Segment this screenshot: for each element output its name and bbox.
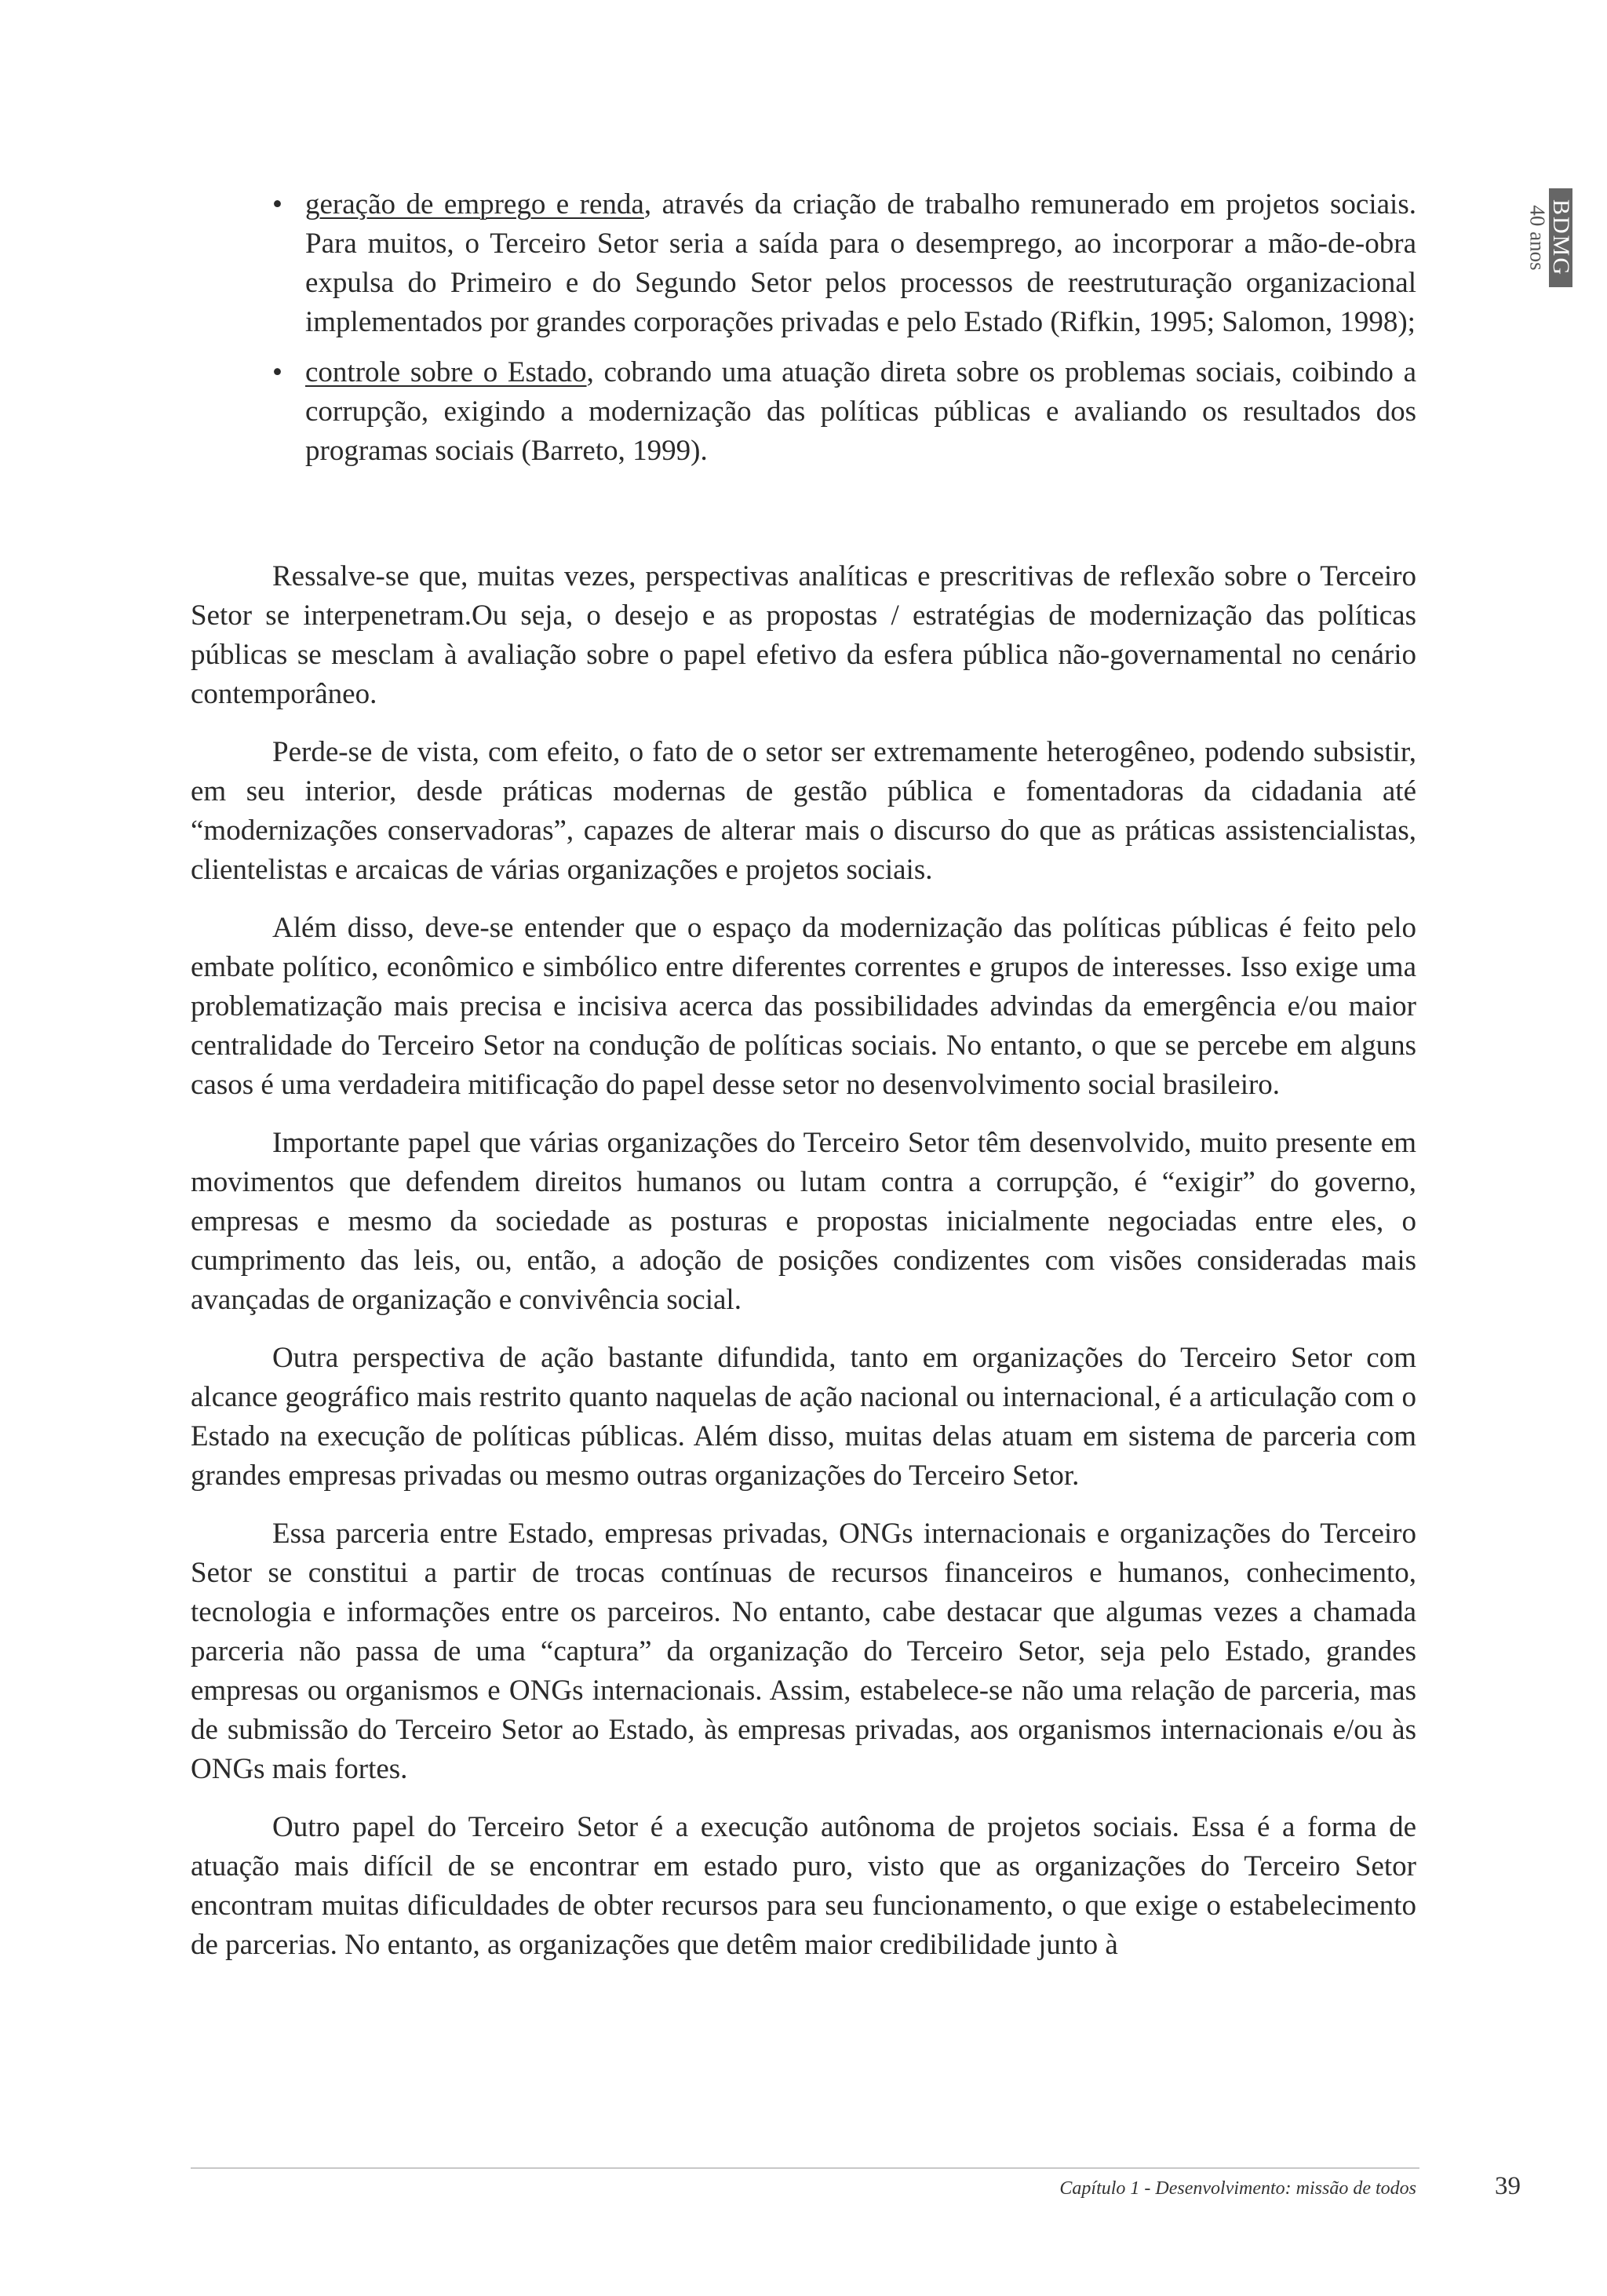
bullet-lead: geração de emprego e renda: [305, 188, 644, 220]
paragraph: Outra perspectiva de ação bastante difundida, tanto em organizações do Terceiro Setor com alcance geográfico mais restrito quanto naquelas de ação nacional ou internacional, é a articulação com o Estado na execução de políticas públicas. Além disso, muitas delas atuam em sistema de parceria com grandes empresas privadas ou mesmo outras organizações do Terceiro Setor.: [191, 1342, 1416, 1492]
bullet-item: [191, 185, 1416, 342]
side-tab-brand: BDMG: [1548, 199, 1574, 277]
bullet-text: , através da criação de trabalho remunerado em projetos sociais. Para muitos, o Terceiro Setor seria a saída para o desemprego, ao incorporar a mão-de-obra expulsa do Primeiro e do Segundo Setor pelos processos de reestruturação organizacional implementados por grandes corporações privadas e pelo Estado (Rifkin, 1995; Salomon, 1998);: [305, 188, 1416, 338]
paragraph: Outro papel do Terceiro Setor é a execução autônoma de projetos sociais. Essa é a forma de atuação mais difícil de se encontrar em estado puro, visto que as organizações do Terceiro Setor encontram muitas dificuldades de obter recursos para seu funcionamento, o que exige o estabelecimento de parcerias. No entanto, as organizações que detêm maior credibilidade junto à: [191, 1811, 1416, 1961]
paragraph: Perde-se de vista, com efeito, o fato de o setor ser extremamente heterogêneo, podendo subsistir, em seu interior, desde práticas modernas de gestão pública e fomentadoras da cidadania até “modernizações conservadoras”, capazes de alterar mais o discurso do que as práticas assistencialistas, clientelistas e arcaicas de várias organizações e projetos sociais.: [191, 736, 1416, 886]
bullet-text: , cobrando uma atuação direta sobre os problemas sociais, coibindo a corrupção, exigindo a modernização das políticas públicas e avaliando os resultados dos programas sociais (Barreto, 1999).: [305, 356, 1416, 467]
footer-chapter-caption: Capítulo 1 - Desenvolvimento: missão de todos: [1059, 2178, 1416, 2199]
side-tab-anos: 40 anos: [1525, 205, 1550, 271]
bullet-lead: controle sobre o Estado: [305, 356, 587, 388]
bullet-icon: •: [272, 188, 282, 220]
page-content: [191, 185, 1416, 1984]
footer-divider: [191, 2167, 1419, 2169]
paragraph: Essa parceria entre Estado, empresas privadas, ONGs internacionais e organizações do Terceiro Setor se constitui a partir de trocas contínuas de recursos financeiros e humanos, conhecimento, tecnologia e informações entre os parceiros. No entanto, cabe destacar que algumas vezes a chamada parceria não passa de uma “captura” da organização do Terceiro Setor, seja pelo Estado, grandes empresas ou organismos e ONGs internacionais. Assim, estabelece-se não uma relação de parceria, mas de submissão do Terceiro Setor ao Estado, às empresas privadas, aos organismos internacionais e/ou às ONGs mais fortes.: [191, 1518, 1416, 1785]
side-tab: [1525, 188, 1583, 290]
page-number: 39: [1495, 2172, 1521, 2200]
bullet-list: [191, 185, 1416, 471]
bullet-icon: •: [272, 356, 282, 388]
paragraph: Além disso, deve-se entender que o espaço da modernização das políticas públicas é feito pelo embate político, econômico e simbólico entre diferentes correntes e grupos de interesses. Isso exige uma problematização mais precisa e incisiva acerca das possibilidades advindas da emergência e/ou maior centralidade do Terceiro Setor na condução de políticas sociais. No entanto, o que se percebe em alguns casos é uma verdadeira mitificação do papel desse setor no desenvolvimento social brasileiro.: [191, 912, 1416, 1101]
bullet-item: [191, 353, 1416, 471]
paragraph: Importante papel que várias organizações do Terceiro Setor têm desenvolvido, muito presente em movimentos que defendem direitos humanos ou lutam contra a corrupção, é “exigir” do governo, empresas e mesmo da sociedade as posturas e propostas inicialmente negociadas entre eles, o cumprimento das leis, ou, então, a adoção de posições condizentes com visões consideradas mais avançadas de organização e convivência social.: [191, 1127, 1416, 1316]
paragraph: Ressalve-se que, muitas vezes, perspectivas analíticas e prescritivas de reflexão sobre o Terceiro Setor se interpenetram.Ou seja, o desejo e as propostas / estratégias de modernização das políticas públicas se mesclam à avaliação sobre o papel efetivo da esfera pública não-governamental no cenário contemporâneo.: [191, 560, 1416, 710]
